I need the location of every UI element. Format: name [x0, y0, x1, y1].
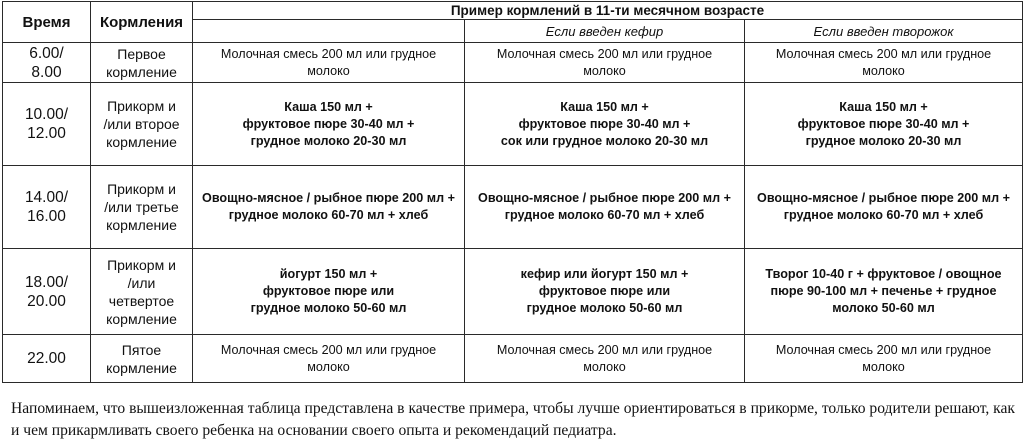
feeding-cell: Первое кормление [91, 43, 193, 83]
cottage-cell: Творог 10-40 г + фруктовое / овощное пюре 90-100 мл + печенье + грудное молоко 50-60 мл [745, 249, 1023, 335]
table-row [3, 83, 1023, 166]
time-cell: 18.00/ 20.00 [3, 249, 91, 335]
kefir-cell: Молочная смесь 200 мл или грудное молоко [465, 43, 745, 83]
table-row [3, 166, 1023, 249]
header-base [193, 20, 465, 43]
cottage-cell: Каша 150 мл + фруктовое пюре 30-40 мл + грудное молоко 20-30 мл [745, 83, 1023, 166]
feeding-cell: Пятое кормление [91, 335, 193, 383]
time-cell: 6.00/ 8.00 [3, 43, 91, 83]
time-cell: 22.00 [3, 335, 91, 383]
feeding-cell: Прикорм и /или третье кормление [91, 166, 193, 249]
kefir-cell: Молочная смесь 200 мл или грудное молоко [465, 335, 745, 383]
base-cell: йогурт 150 мл + фруктовое пюре или грудное молоко 50-60 мл [193, 249, 465, 335]
table-row [3, 43, 1023, 83]
table-row [3, 249, 1023, 335]
kefir-cell: Овощно-мясное / рыбное пюре 200 мл + грудное молоко 60-70 мл + хлеб [465, 166, 745, 249]
feeding-cell: Прикорм и /или второе кормление [91, 83, 193, 166]
header-time: Время [3, 2, 91, 43]
feeding-table [2, 1, 1023, 383]
feeding-cell: Прикорм и /или четвертое кормление [91, 249, 193, 335]
header-cottage: Если введен творожок [745, 20, 1023, 43]
kefir-cell: Каша 150 мл + фруктовое пюре 30-40 мл + сок или грудное молоко 20-30 мл [465, 83, 745, 166]
kefir-cell: кефир или йогурт 150 мл + фруктовое пюре или грудное молоко 50-60 мл [465, 249, 745, 335]
cottage-cell: Молочная смесь 200 мл или грудное молоко [745, 43, 1023, 83]
base-cell: Каша 150 мл + фруктовое пюре 30-40 мл + грудное молоко 20-30 мл [193, 83, 465, 166]
footnote-paragraph: Напоминаем, что вышеизложенная таблица представлена в качестве примера, чтобы лучше ориентироваться в прикорме, только родители решают, как и чем прикармливать своего ребенка на основании своего опыта и рекомендаций педиатра. [11, 400, 1015, 439]
header-kefir: Если введен кефир [465, 20, 745, 43]
cottage-cell: Овощно-мясное / рыбное пюре 200 мл + грудное молоко 60-70 мл + хлеб [745, 166, 1023, 249]
cottage-cell: Молочная смесь 200 мл или грудное молоко [745, 335, 1023, 383]
base-cell: Молочная смесь 200 мл или грудное молоко [193, 43, 465, 83]
table-row [3, 335, 1023, 383]
header-group-title: Пример кормлений в 11-ти месячном возрасте [193, 2, 1023, 20]
base-cell: Молочная смесь 200 мл или грудное молоко [193, 335, 465, 383]
header-row-top [3, 2, 1023, 20]
header-feeding: Кормления [91, 2, 193, 43]
base-cell: Овощно-мясное / рыбное пюре 200 мл + грудное молоко 60-70 мл + хлеб [193, 166, 465, 249]
time-cell: 14.00/ 16.00 [3, 166, 91, 249]
time-cell: 10.00/ 12.00 [3, 83, 91, 166]
